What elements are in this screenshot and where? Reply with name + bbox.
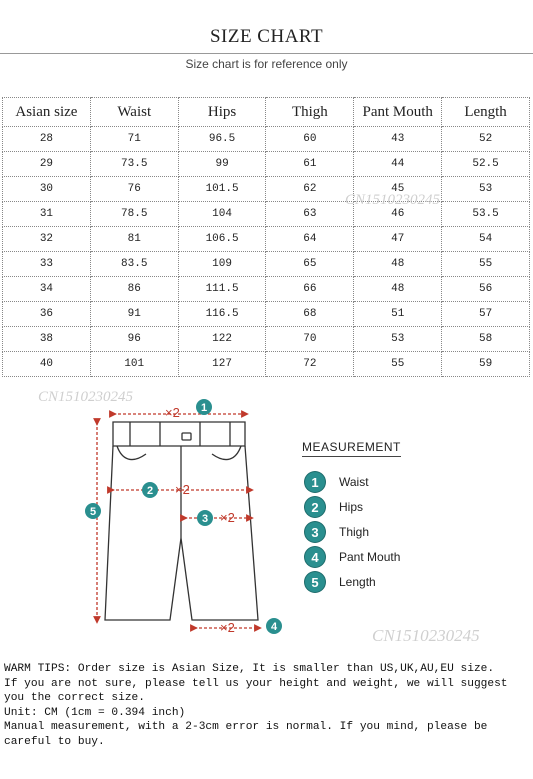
table-cell: 56 — [442, 277, 530, 302]
table-cell: 111.5 — [178, 277, 266, 302]
tip-line: Manual measurement, with a 2-3cm error is normal. If you mind, please be careful to buy. — [4, 721, 488, 748]
table-row — [3, 302, 530, 327]
table-cell: 40 — [3, 352, 91, 377]
table-cell: 30 — [3, 177, 91, 202]
table-row — [3, 327, 530, 352]
table-cell: 66 — [266, 277, 354, 302]
legend-label: Waist — [339, 475, 369, 489]
table-row — [3, 352, 530, 377]
table-cell: 101 — [90, 352, 178, 377]
page-title: SIZE CHART — [209, 26, 324, 47]
header-pant-mouth: Pant Mouth — [354, 98, 442, 127]
badge-5: 5 — [305, 572, 325, 592]
table-cell: 52 — [442, 127, 530, 152]
table-cell: 71 — [90, 127, 178, 152]
legend-label: Hips — [339, 500, 364, 514]
header-thigh: Thigh — [266, 98, 354, 127]
tip-line: WARM TIPS: Order size is Asian Size, It is smaller than US,UK,AU,EU size. — [4, 663, 495, 675]
shorts-diagram — [60, 388, 300, 640]
multiplier-label: ×2 — [165, 405, 180, 420]
shorts-outline — [105, 422, 258, 620]
table-cell: 32 — [3, 227, 91, 252]
table-cell: 48 — [354, 277, 442, 302]
tip-line: If you are not sure, please tell us your height and weight, we will suggest you the correct size. — [4, 677, 508, 704]
table-cell: 54 — [442, 227, 530, 252]
table-cell: 53 — [354, 327, 442, 352]
legend-item-thigh — [305, 521, 369, 543]
watermark: CN1510230245 — [345, 192, 441, 208]
table-cell: 63 — [266, 202, 354, 227]
watermark: CN1510230245 — [38, 389, 134, 405]
table-cell: 91 — [90, 302, 178, 327]
table-row — [3, 202, 530, 227]
badge-4: 4 — [305, 547, 325, 567]
table-cell: 53 — [442, 177, 530, 202]
table-cell: 34 — [3, 277, 91, 302]
table-cell: 28 — [3, 127, 91, 152]
size-table — [2, 97, 530, 377]
badge-1: 1 — [305, 472, 325, 492]
legend-label: Length — [339, 575, 376, 589]
table-cell: 106.5 — [178, 227, 266, 252]
table-cell: 36 — [3, 302, 91, 327]
table-cell: 72 — [266, 352, 354, 377]
multiplier-label: ×2 — [220, 510, 235, 525]
page-subtitle: Size chart is for reference only — [185, 57, 348, 71]
table-cell: 55 — [354, 352, 442, 377]
table-header-row — [3, 98, 530, 127]
table-cell: 46 — [354, 202, 442, 227]
legend-item-pant-mouth — [305, 546, 400, 568]
table-cell: 70 — [266, 327, 354, 352]
table-cell: 31 — [3, 202, 91, 227]
badge-pant-mouth-number: 4 — [270, 621, 278, 633]
table-cell: 78.5 — [90, 202, 178, 227]
table-cell: 33 — [3, 252, 91, 277]
header-asian-size: Asian size — [3, 98, 91, 127]
table-row — [3, 227, 530, 252]
table-cell: 122 — [178, 327, 266, 352]
table-cell: 45 — [354, 177, 442, 202]
badge-2: 2 — [305, 497, 325, 517]
table-cell: 76 — [90, 177, 178, 202]
table-cell: 68 — [266, 302, 354, 327]
table-cell: 127 — [178, 352, 266, 377]
table-row — [3, 152, 530, 177]
table-cell: 86 — [90, 277, 178, 302]
legend-item-length — [305, 571, 376, 593]
table-cell: 38 — [3, 327, 91, 352]
legend-item-hips — [305, 496, 363, 518]
table-cell: 53.5 — [442, 202, 530, 227]
table-cell: 109 — [178, 252, 266, 277]
table-cell: 51 — [354, 302, 442, 327]
table-row — [3, 252, 530, 277]
table-cell: 64 — [266, 227, 354, 252]
table-cell: 59 — [442, 352, 530, 377]
header-length: Length — [442, 98, 530, 127]
multiplier-label: ×2 — [175, 482, 190, 497]
table-cell: 57 — [442, 302, 530, 327]
watermark: CN1510230245 — [372, 626, 480, 645]
table-cell: 43 — [354, 127, 442, 152]
multiplier-label: ×2 — [220, 620, 235, 635]
table-cell: 55 — [442, 252, 530, 277]
table-cell: 73.5 — [90, 152, 178, 177]
badge-thigh-number: 3 — [201, 513, 209, 525]
table-row — [3, 277, 530, 302]
table-cell: 47 — [354, 227, 442, 252]
table-row — [3, 177, 530, 202]
table-cell: 99 — [178, 152, 266, 177]
header-hips: Hips — [178, 98, 266, 127]
table-cell: 83.5 — [90, 252, 178, 277]
table-row — [3, 127, 530, 152]
table-cell: 65 — [266, 252, 354, 277]
table-cell: 58 — [442, 327, 530, 352]
table-cell: 96.5 — [178, 127, 266, 152]
table-cell: 104 — [178, 202, 266, 227]
warm-tips — [4, 662, 530, 749]
table-cell: 96 — [90, 327, 178, 352]
badge-length-number: 5 — [89, 506, 97, 518]
table-cell: 48 — [354, 252, 442, 277]
legend-label: Pant Mouth — [339, 550, 401, 564]
table-cell: 44 — [354, 152, 442, 177]
legend-item-waist — [305, 471, 369, 493]
badge-hips-number: 2 — [146, 485, 154, 497]
badge-3: 3 — [305, 522, 325, 542]
table-cell: 29 — [3, 152, 91, 177]
table-cell: 52.5 — [442, 152, 530, 177]
table-cell: 61 — [266, 152, 354, 177]
table-cell: 60 — [266, 127, 354, 152]
table-cell: 81 — [90, 227, 178, 252]
header-waist: Waist — [90, 98, 178, 127]
tip-line: Unit: CM (1cm = 0.394 inch) — [4, 706, 186, 719]
measurement-title: MEASUREMENT — [302, 440, 401, 454]
title-divider — [0, 53, 533, 54]
badge-waist-number: 1 — [200, 402, 208, 414]
table-cell: 101.5 — [178, 177, 266, 202]
table-cell: 62 — [266, 177, 354, 202]
legend-label: Thigh — [339, 525, 370, 539]
table-cell: 116.5 — [178, 302, 266, 327]
